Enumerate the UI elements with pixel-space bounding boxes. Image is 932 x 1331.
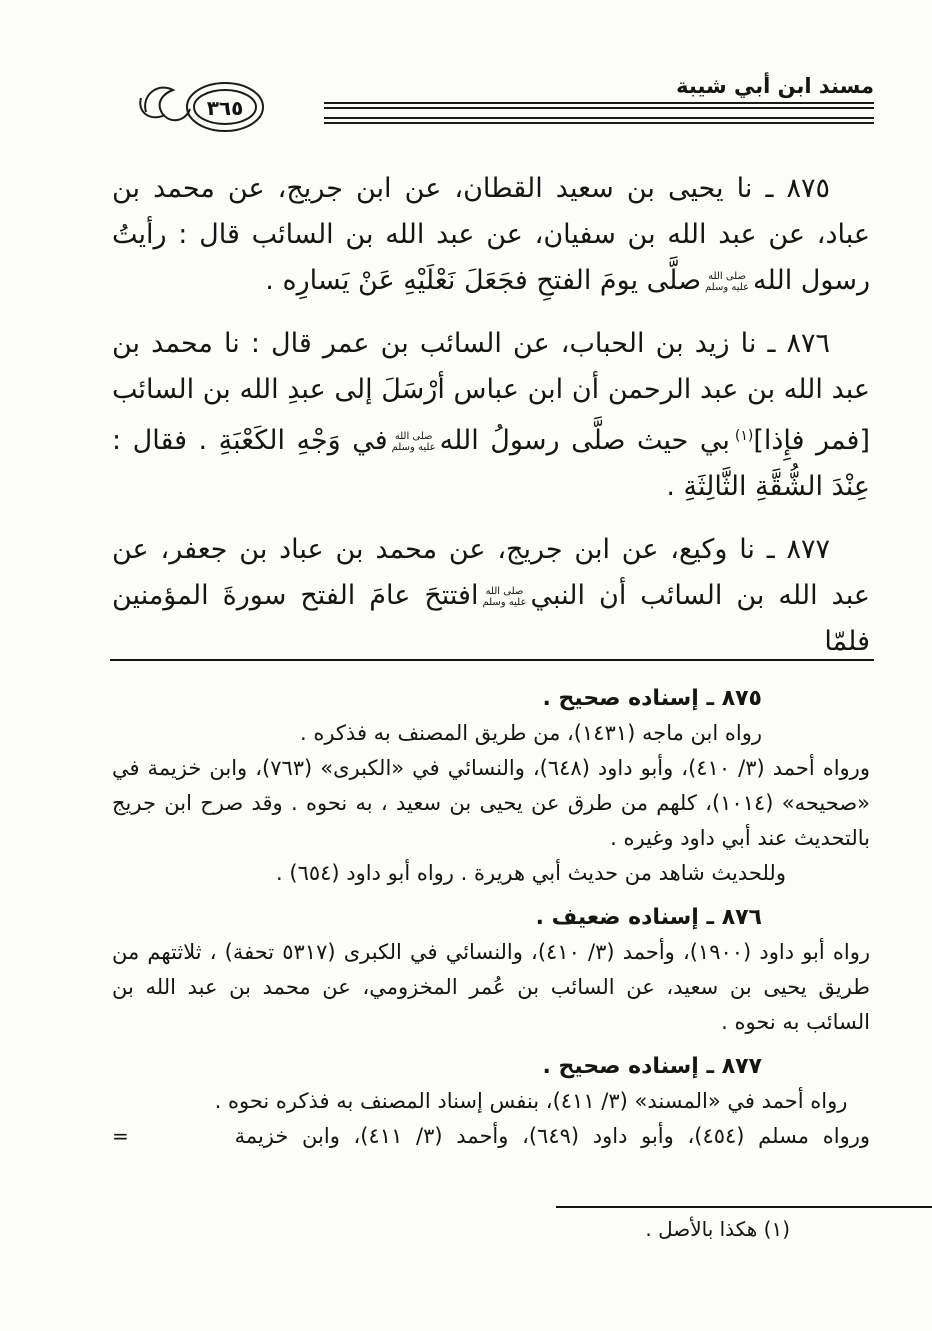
bottom-note: (١) هكذا بالأصل . bbox=[645, 1217, 790, 1241]
book-title: مسند ابن أبي شيبة bbox=[676, 74, 874, 98]
footnote-876 bbox=[112, 900, 870, 1040]
hadith-876-text-mid: بي حيث صلَّى رسولُ الله bbox=[439, 425, 730, 456]
footnote-ref-1: (١) bbox=[734, 428, 754, 444]
honorific-mark: صلى الله عليه وسلم bbox=[705, 270, 750, 293]
hadith-text-block bbox=[112, 166, 870, 682]
footnote-876-line-1: رواه أبو داود (١٩٠٠)، وأحمد (٣/ ٤١٠)، والنسائي في الكبرى (٥٣١٧ تحفة) ، ثلاثتهم من طريق يحيى بن سعيد، عن السائب بن عُمر المخزومي، عن محمد بن عبد الله بن السائب به نحوه . bbox=[112, 940, 870, 1034]
hadith-876 bbox=[112, 321, 870, 510]
footnote-separator bbox=[110, 659, 874, 661]
hadith-876-text-cont: في وَجْهِ الكَعْبَةِ . فقال : عِنْدَ الشُّقَّةِ الثَّالِثَةِ . bbox=[112, 425, 870, 502]
footnote-877 bbox=[112, 1049, 870, 1154]
header-rules bbox=[324, 102, 874, 132]
page-number: ٣٦٥ bbox=[206, 96, 244, 120]
hadith-875-text-cont: صلَّى يومَ الفتحِ فجَعَلَ نَعْلَيْهِ عَنْ يَسارِه . bbox=[265, 265, 702, 296]
footnotes-block bbox=[112, 681, 870, 1163]
hadith-877 bbox=[112, 527, 870, 665]
hadith-877-text: ٨٧٧ ـ نا وكيع، عن ابن جريج، عن محمد بن عباد بن جعفر، عن عبد الله بن السائب أن النبي bbox=[112, 534, 870, 611]
footnote-877-line-2: ورواه مسلم (٤٥٤)، وأبو داود (٦٤٩)، وأحمد (٣/ ٤١١)، وابن خزيمة bbox=[234, 1124, 870, 1148]
footnote-876-heading: ٨٧٦ ـ إسناده ضعيف . bbox=[535, 905, 762, 930]
footnote-875-line-1: رواه ابن ماجه (١٤٣١)، من طريق المصنف به فذكره . bbox=[299, 721, 763, 745]
footnote-875-line-3: وللحديث شاهد من حديث أبي هريرة . رواه أبو داود (٦٥٤) . bbox=[276, 861, 786, 885]
bottom-note-separator bbox=[556, 1206, 932, 1208]
footnote-877-heading: ٨٧٧ ـ إسناده صحيح . bbox=[542, 1054, 762, 1079]
footnote-877-line-1: رواه أحمد في «المسند» (٣/ ٤١١)، بنفس إسناد المصنف به فذكره نحوه . bbox=[214, 1089, 848, 1113]
page-number-ornament bbox=[136, 76, 268, 138]
hadith-877-text-cont: افتتحَ عامَ الفتح سورةَ المؤمنين فلمّا bbox=[112, 580, 870, 657]
footnote-877-continuation-line bbox=[112, 1119, 870, 1154]
footnote-875-heading: ٨٧٥ ـ إسناده صحيح . bbox=[542, 686, 762, 711]
honorific-mark: صلى الله عليه وسلم bbox=[482, 585, 527, 608]
hadith-876-text: ٨٧٦ ـ نا زيد بن الحباب، عن السائب بن عمر قال : نا محمد بن عبد الله بن عبد الرحمن أن ابن عباس أرْسَلَ إلى عبدِ الله بن السائب [فمر فإِذا] bbox=[112, 328, 870, 456]
header-rule-top bbox=[324, 102, 874, 109]
hadith-875-text: ٨٧٥ ـ نا يحيى بن سعيد القطان، عن ابن جريج، عن محمد بن عباد، عن عبد الله بن سفيان، عن عبد الله بن السائب قال : رأيتُ رسول الله bbox=[112, 173, 870, 296]
continuation-mark: = bbox=[112, 1124, 129, 1148]
header-rule-bottom bbox=[324, 117, 874, 124]
footnote-875-line-2: ورواه أحمد (٣/ ٤١٠)، وأبو داود (٦٤٨)، والنسائي في «الكبرى» (٧٦٣)، وابن خزيمة في «صحيحه» (١٠١٤)، كلهم من طرق عن يحيى بن سعيد ، به نحوه . وقد صرح ابن جريج بالتحديث عند أبي داود وغيره . bbox=[112, 756, 871, 850]
hadith-875 bbox=[112, 166, 870, 304]
honorific-mark: صلى الله عليه وسلم bbox=[391, 430, 436, 453]
footnote-875 bbox=[112, 681, 870, 891]
ornament-ribbon-swirl bbox=[145, 88, 190, 121]
